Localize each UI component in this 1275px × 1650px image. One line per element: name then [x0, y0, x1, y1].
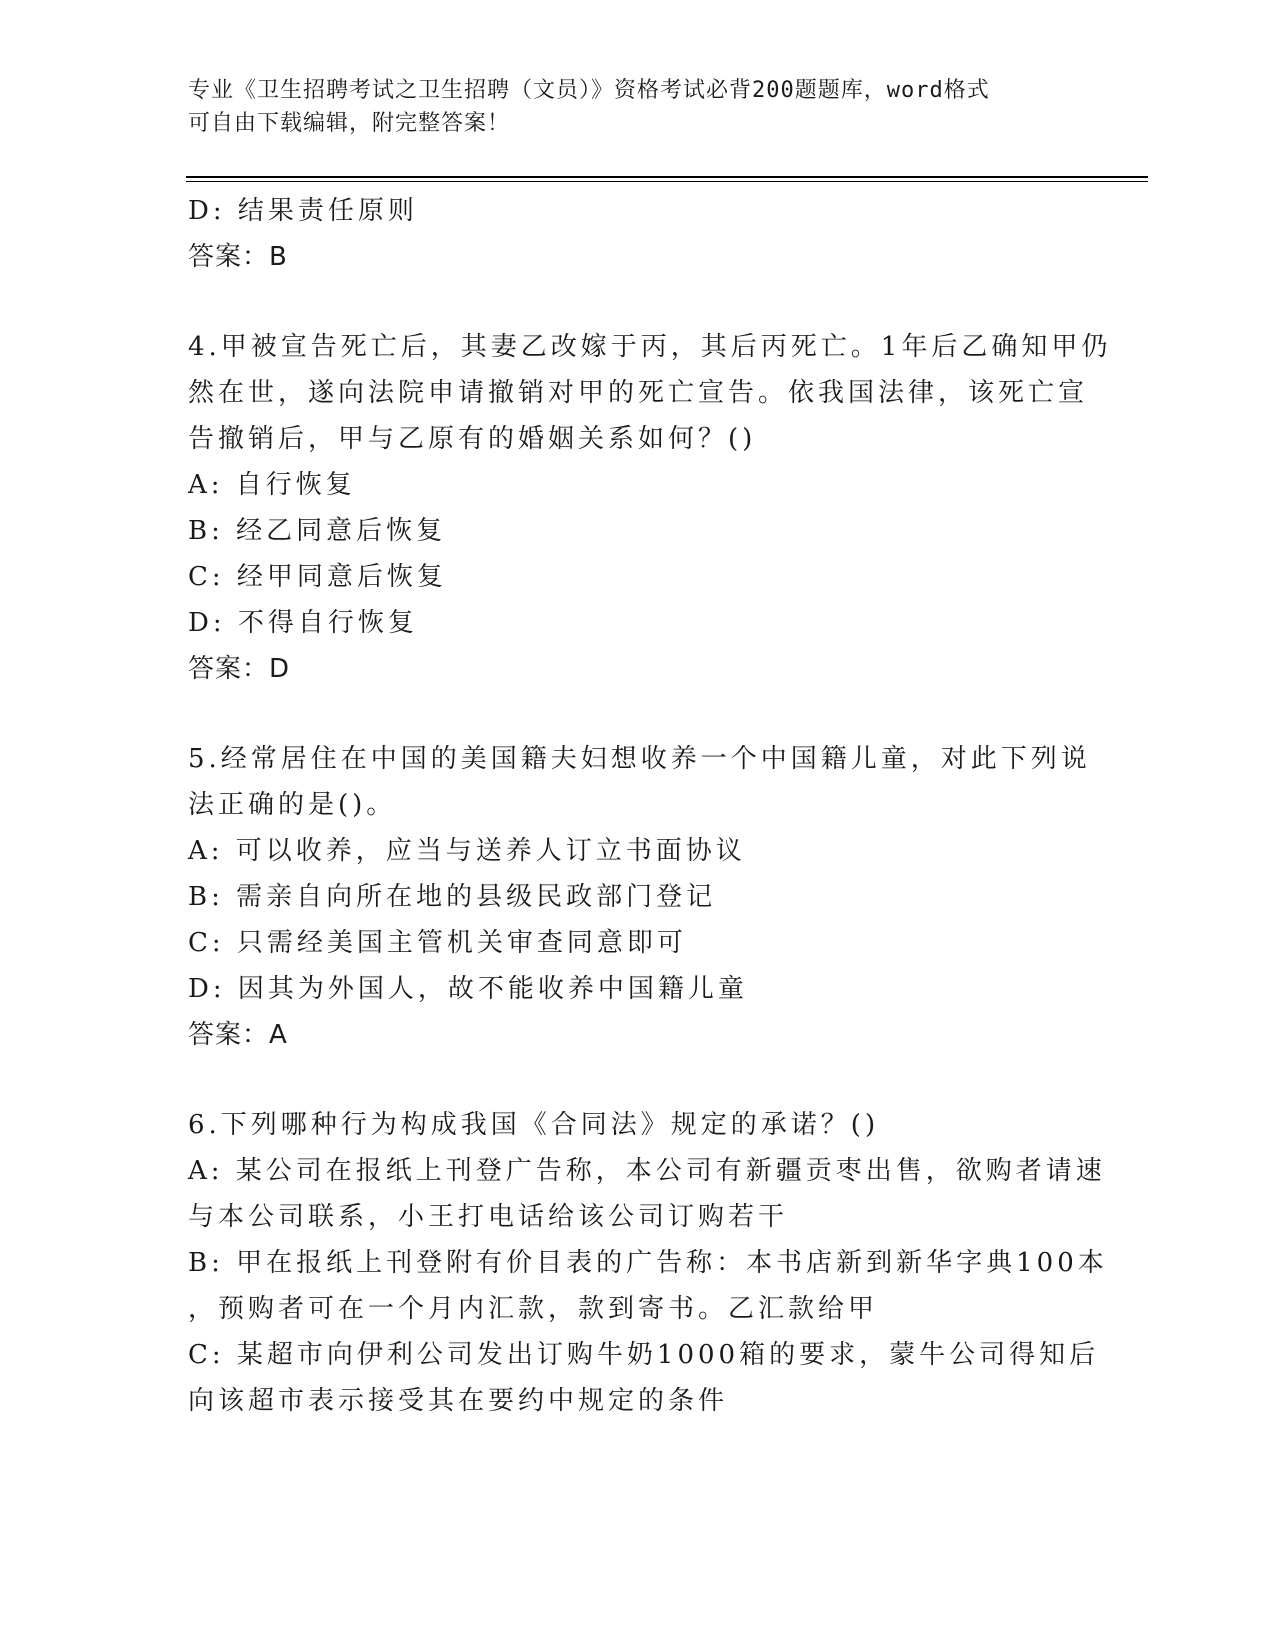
q4-stem-line-1: 4.甲被宣告死亡后，其妻乙改嫁于丙，其后丙死亡。1年后乙确知甲仍 [188, 332, 1112, 362]
q6-option-a-line-2: 与本公司联系，小王打电话给该公司订购若干 [188, 1202, 789, 1232]
q5-option-d: D: 因其为外国人，故不能收养中国籍儿童 [188, 974, 748, 1004]
q4-answer: 答案：D [188, 654, 291, 684]
question-4 [188, 324, 1112, 692]
header-line-2: 可自由下载编辑，附完整答案！ [188, 111, 511, 136]
q6-stem-line-1: 6.下列哪种行为构成我国《合同法》规定的承诺？() [188, 1110, 880, 1140]
header-divider-thick [186, 176, 1148, 178]
q5-option-c: C: 只需经美国主管机关审查同意即可 [188, 928, 687, 958]
header-divider-thin [186, 181, 1148, 182]
q6-option-b-line-1: B: 甲在报纸上刊登附有价目表的广告称：本书店新到新华字典100本 [188, 1248, 1108, 1278]
page-header [188, 74, 1068, 140]
q5-option-b: B: 需亲自向所在地的县级民政部门登记 [188, 882, 717, 912]
q5-answer: 答案：A [188, 1020, 288, 1050]
spacer [188, 280, 1088, 324]
q5-stem-line-2: 法正确的是()。 [188, 790, 397, 820]
q4-option-b: B: 经乙同意后恢复 [188, 516, 447, 546]
question-5 [188, 736, 1091, 1058]
spacer [188, 692, 1088, 736]
q6-option-c-line-1: C: 某超市向伊利公司发出订购牛奶1000箱的要求，蒙牛公司得知后 [188, 1340, 1100, 1370]
q5-stem-line-1: 5.经常居住在中国的美国籍夫妇想收养一个中国籍儿童，对此下列说 [188, 744, 1091, 774]
question-6 [188, 1102, 1108, 1424]
spacer [188, 1058, 1088, 1102]
q4-option-c: C: 经甲同意后恢复 [188, 562, 447, 592]
question-content [188, 188, 1112, 1424]
q4-option-a: A: 自行恢复 [188, 470, 356, 500]
q6-option-c-line-2: 向该超市表示接受其在要约中规定的条件 [188, 1386, 729, 1416]
q4-stem-line-2: 然在世，遂向法院申请撤销对甲的死亡宣告。依我国法律，该死亡宣 [188, 378, 1089, 408]
header-line-1: 专业《卫生招聘考试之卫生招聘（文员）》资格考试必背200题题库，word格式 [188, 78, 990, 103]
q6-option-b-line-2: ，预购者可在一个月内汇款，款到寄书。乙汇款给甲 [188, 1294, 879, 1324]
prev-option-d: D: 结果责任原则 [188, 196, 418, 226]
q6-option-a-line-1: A: 某公司在报纸上刊登广告称，本公司有新疆贡枣出售，欲购者请速 [188, 1156, 1106, 1186]
q4-stem-line-3: 告撤销后，甲与乙原有的婚姻关系如何？() [188, 424, 757, 454]
prev-answer: 答案：B [188, 242, 288, 272]
q4-option-d: D: 不得自行恢复 [188, 608, 418, 638]
q5-option-a: A: 可以收养，应当与送养人订立书面协议 [188, 836, 746, 866]
